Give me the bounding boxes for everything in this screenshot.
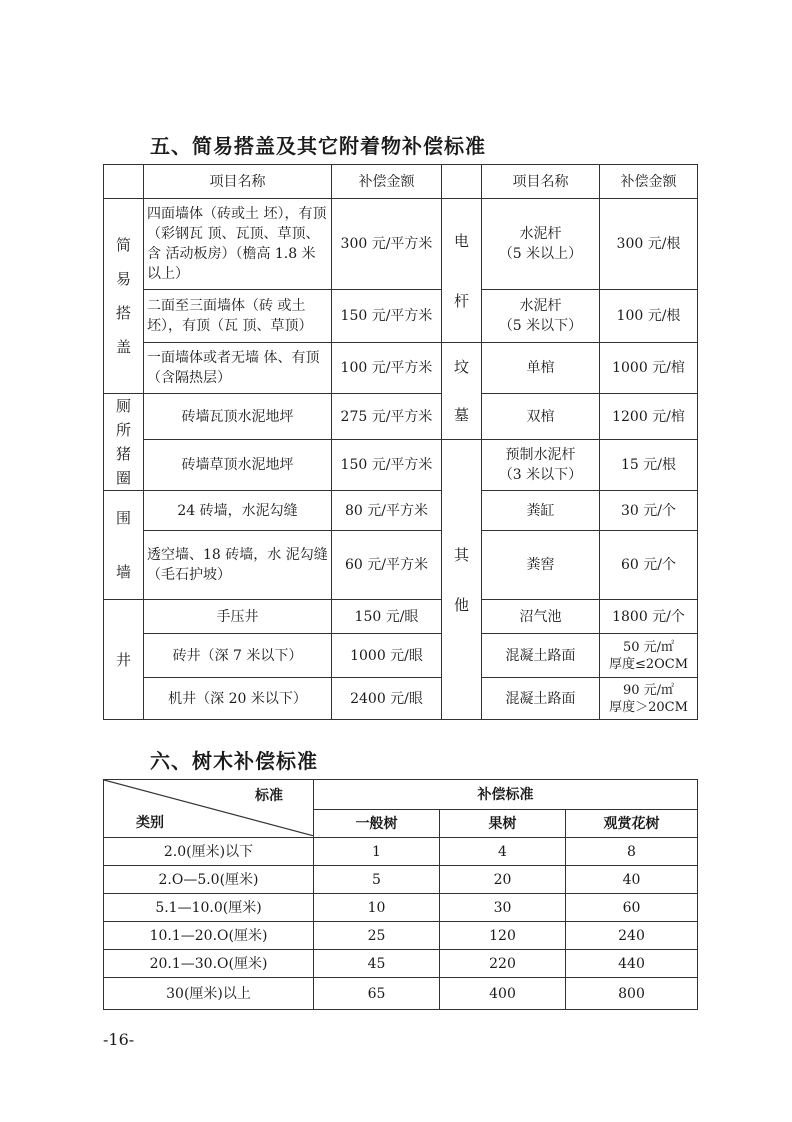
table-row [104,394,698,440]
value-cell: 60 [566,894,698,922]
value-cell: 65 [314,978,440,1010]
amount-cell: 80 元/平方米 [332,491,442,531]
page-number: -16- [103,1030,135,1049]
diagonal-header-cell [104,780,314,838]
item-cell: 二面至三面墙体（砖 或土坯），有顶（瓦 顶、草顶） [144,290,332,343]
table-header-row [104,165,698,199]
table-row [104,978,698,1010]
item-cell-right: 单棺 [482,343,600,394]
value-cell: 800 [566,978,698,1010]
amount-cell-right: 90 元/㎡ 厚度＞20CM [600,678,698,720]
table-row [104,290,698,343]
value-cell: 5 [314,866,440,894]
amount-cell-right: 1200 元/棺 [600,394,698,440]
category-cell: 2.0(厘米)以下 [104,838,314,866]
item-cell-right: 混凝土路面 [482,678,600,720]
group-wall: 围 墙 [104,491,144,600]
amount-cell: 150 元/平方米 [332,440,442,491]
item-cell: 砖墙草顶水泥地坪 [144,440,332,491]
item-cell-right: 预制水泥杆 （3 米以下） [482,440,600,491]
table-row [104,894,698,922]
item-cell: 砖墙瓦顶水泥地坪 [144,394,332,440]
amount-cell: 1000 元/眼 [332,634,442,678]
category-cell: 30(厘米)以上 [104,978,314,1010]
group-pole: 电 杆 [442,199,482,343]
value-cell: 10 [314,894,440,922]
amount-cell: 300 元/平方米 [332,199,442,290]
amount-cell: 150 元/眼 [332,600,442,634]
item-cell-right: 粪缸 [482,491,600,531]
amount-cell-right: 50 元/㎡ 厚度≤2OCM [600,634,698,678]
table-header-row [104,780,698,810]
item-cell: 一面墙体或者无墙 体、有顶（含隔热层） [144,343,332,394]
group-simple: 简 易 搭 盖 [104,199,144,394]
table-row [104,491,698,531]
table-row [104,199,698,290]
item-cell-right: 沼气池 [482,600,600,634]
item-cell: 砖井（深 7 米以下） [144,634,332,678]
group-toilet: 厕 所 猪 圈 [104,394,144,491]
value-cell: 4 [440,838,566,866]
table-row [104,866,698,894]
item-cell: 透空墙、18 砖墙，水 泥勾缝（毛石护坡） [144,531,332,600]
item-cell-right: 粪窖 [482,531,600,600]
amount-cell-right: 300 元/根 [600,199,698,290]
category-cell: 5.1—10.0(厘米) [104,894,314,922]
value-cell: 20 [440,866,566,894]
item-cell-right: 水泥杆 （5 米以下） [482,290,600,343]
header-amount-right: 补偿金额 [600,165,698,199]
header-amount: 补偿金额 [332,165,442,199]
table-row [104,600,698,634]
corner-cell-right [442,165,482,199]
attachments-compensation-table [103,164,698,720]
group-well: 井 [104,600,144,720]
value-cell: 25 [314,922,440,950]
amount-cell-right: 1000 元/棺 [600,343,698,394]
corner-bottom-label: 类别 [136,815,164,831]
value-cell: 8 [566,838,698,866]
item-cell-right: 混凝土路面 [482,634,600,678]
amount-cell: 275 元/平方米 [332,394,442,440]
category-cell: 20.1—30.O(厘米) [104,950,314,978]
column-header: 一般树 [314,810,440,838]
group-other: 其 他 [442,440,482,720]
header-item-right: 项目名称 [482,165,600,199]
table-row [104,678,698,720]
amount-cell: 100 元/平方米 [332,343,442,394]
amount-cell: 60 元/平方米 [332,531,442,600]
table-row [104,531,698,600]
amount-cell-right: 100 元/根 [600,290,698,343]
value-cell: 400 [440,978,566,1010]
table-row [104,634,698,678]
item-cell: 手压井 [144,600,332,634]
table-row [104,343,698,394]
amount-cell: 2400 元/眼 [332,678,442,720]
group-header: 补偿标准 [314,780,698,810]
header-item: 项目名称 [144,165,332,199]
table-row [104,440,698,491]
amount-cell-right: 1800 元/个 [600,600,698,634]
value-cell: 1 [314,838,440,866]
item-cell: 机井（深 20 米以下） [144,678,332,720]
section6-heading: 六、树木补偿标准 [150,749,318,773]
table-row [104,922,698,950]
item-cell-right: 水泥杆 （5 米以上） [482,199,600,290]
item-cell: 四面墙体（砖或土 坯），有顶（彩钢瓦 顶、瓦顶、草顶、含 活动板房）（檐高 1.8 米以上） [144,199,332,290]
category-cell: 2.O—5.0(厘米) [104,866,314,894]
corner-top-label: 标准 [255,788,283,804]
group-grave: 坟 墓 [442,343,482,440]
value-cell: 40 [566,866,698,894]
tree-compensation-table [103,779,698,1010]
item-cell-right: 双棺 [482,394,600,440]
value-cell: 30 [440,894,566,922]
column-header: 观赏花树 [566,810,698,838]
table-row [104,838,698,866]
section5-heading: 五、简易搭盖及其它附着物补偿标准 [150,134,486,158]
value-cell: 220 [440,950,566,978]
amount-cell-right: 30 元/个 [600,491,698,531]
value-cell: 240 [566,922,698,950]
value-cell: 120 [440,922,566,950]
value-cell: 45 [314,950,440,978]
amount-cell-right: 60 元/个 [600,531,698,600]
category-cell: 10.1—20.O(厘米) [104,922,314,950]
value-cell: 440 [566,950,698,978]
item-cell: 24 砖墙，水泥勾缝 [144,491,332,531]
table-row [104,950,698,978]
amount-cell-right: 15 元/根 [600,440,698,491]
corner-cell [104,165,144,199]
column-header: 果树 [440,810,566,838]
amount-cell: 150 元/平方米 [332,290,442,343]
